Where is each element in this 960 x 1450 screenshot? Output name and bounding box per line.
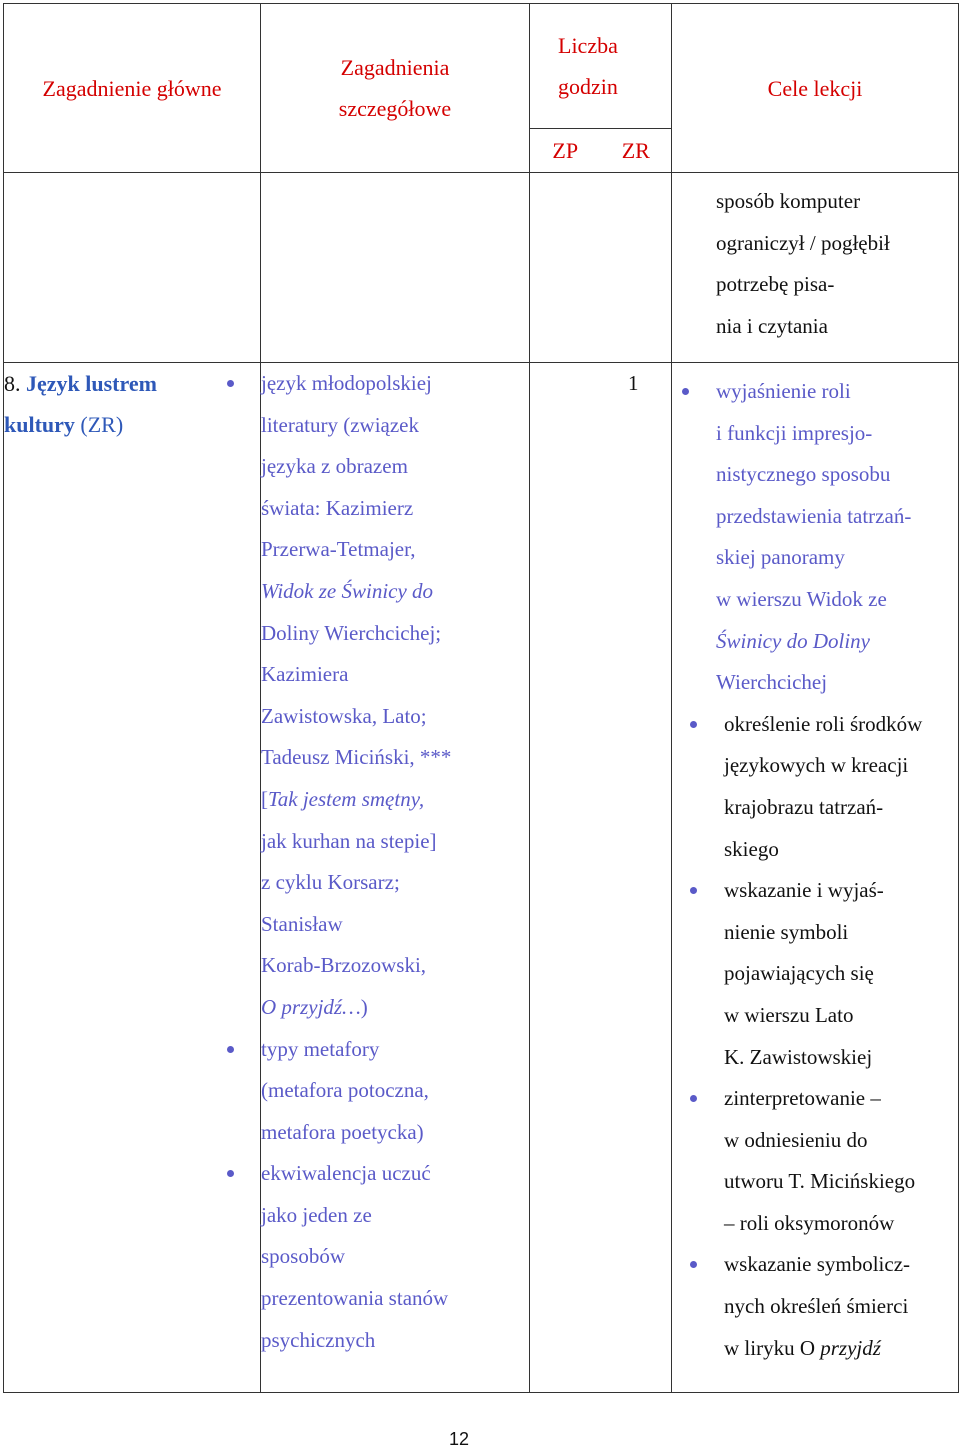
goal-item-2: określenie roli środków językowych w kreacji krajobrazu tatrzań- skiego [724,704,954,870]
goals-cell [672,363,959,1393]
hours-cell: 1 [530,363,672,1393]
continued-cell-topics [261,173,530,363]
goal-item-5: wskazanie symbolicz- nych określeń śmierci w liryku O przyjdź [724,1244,954,1369]
header-hours-split [530,129,672,173]
header-detailed-topics: Zagadnienia szczegółowe [261,4,530,173]
page-number: 12 [448,1429,470,1449]
continued-goals: sposób komputer ograniczył / pogłębił potrzebę pisa- nia i czytania [672,173,959,363]
header-goals: Cele lekcji [672,4,959,173]
goal-item-1: wyjaśnienie roli i funkcji impresjo- nistycznego sposobu przedstawienia tatrzań- skiej panoramy w wierszu Widok ze Świnicy do Doliny Wierchcichej [716,371,954,704]
continued-cell-main [4,173,261,363]
lesson-plan-table [3,3,959,1393]
header-hours: Liczba godzin [530,4,672,129]
main-topic-cell: 8. Język lustrem kultury (ZR) [4,363,261,1393]
topic-item-1: język młodopolskiej literatury (związek języka z obrazem świata: Kazimierz Przerwa-Tetmajer, Widok ze Świnicy do Doliny Wierchcichej; Kazimiera Zawistowska, Lato; Tadeusz Miciński, *** [Tak jestem smętny, jak kurhan na stepie] z cyklu Korsarz; Stanisław Korab-Brzozowski, O przyjdź…) [261,363,529,1029]
detailed-topics-cell [261,363,530,1393]
goal-item-4: zinterpretowanie – w odniesieniu do utworu T. Micińskiego – roli oksymoronów [724,1078,954,1244]
goal-item-3: wskazanie i wyjaś- nienie symboli pojawiających się w wierszu Lato K. Zawistowskiej [724,870,954,1078]
header-zr: ZR [621,138,650,163]
topic-item-3: ekwiwalencja uczuć jako jeden ze sposobów prezentowania stanów psychicznych [261,1153,529,1361]
header-zp: ZP [552,138,579,163]
continued-cell-hours [530,173,672,363]
topic-item-2: typy metafory (metafora potoczna, metafora poetycka) [261,1029,529,1154]
header-main-topic: Zagadnienie główne [4,4,261,173]
